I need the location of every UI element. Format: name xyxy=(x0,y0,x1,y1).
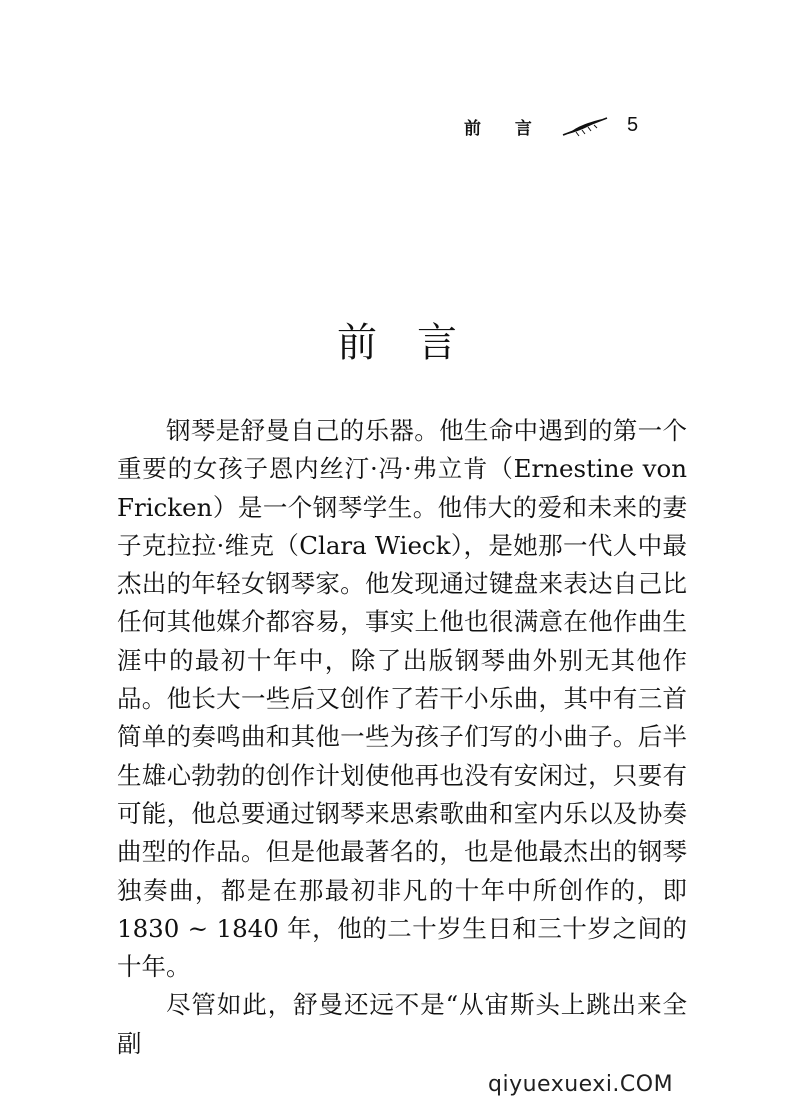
feather-ornament-icon xyxy=(562,116,610,138)
paragraph: 钢琴是舒曼自己的乐器。他生命中遇到的第一个重要的女孩子恩内丝汀·冯·弗立肯（Ernestine von Fricken）是一个钢琴学生。他伟大的爱和未来的妻子克拉拉·维克（Clara Wieck），是她那一代人中最杰出的年轻女钢琴家。他发现通过键盘来表达自己比任何其他媒介都容易，事实上他也很满意在他作曲生涯中的最初十年中，除了出版钢琴曲外别无其他作品。他长大一些后又创作了若干小乐曲，其中有三首简单的奏鸣曲和其他一些为孩子们写的小曲子。后半生雄心勃勃的创作计划使他再也没有安闲过，只要有可能，他总要通过钢琴来思索歌曲和室内乐以及协奏曲型的作品。但是他最著名的，也是他最杰出的钢琴独奏曲，都是在那最初非凡的十年中所创作的，即 1830 ~ 1840 年，他的二十岁生日和三十岁之间的十年。 xyxy=(117,416,687,982)
page-number: 5 xyxy=(627,114,639,136)
running-header xyxy=(0,112,794,142)
watermark-text: qiyuexuexi.COM xyxy=(488,1072,674,1097)
header-title: 前 言 xyxy=(464,119,546,139)
paragraph: 尽管如此，舒曼还远不是“从宙斯头上跳出来全副 xyxy=(117,990,687,1058)
site-watermark xyxy=(488,1072,673,1097)
body-text xyxy=(117,412,687,1063)
chapter-title: 前言 xyxy=(337,319,497,366)
